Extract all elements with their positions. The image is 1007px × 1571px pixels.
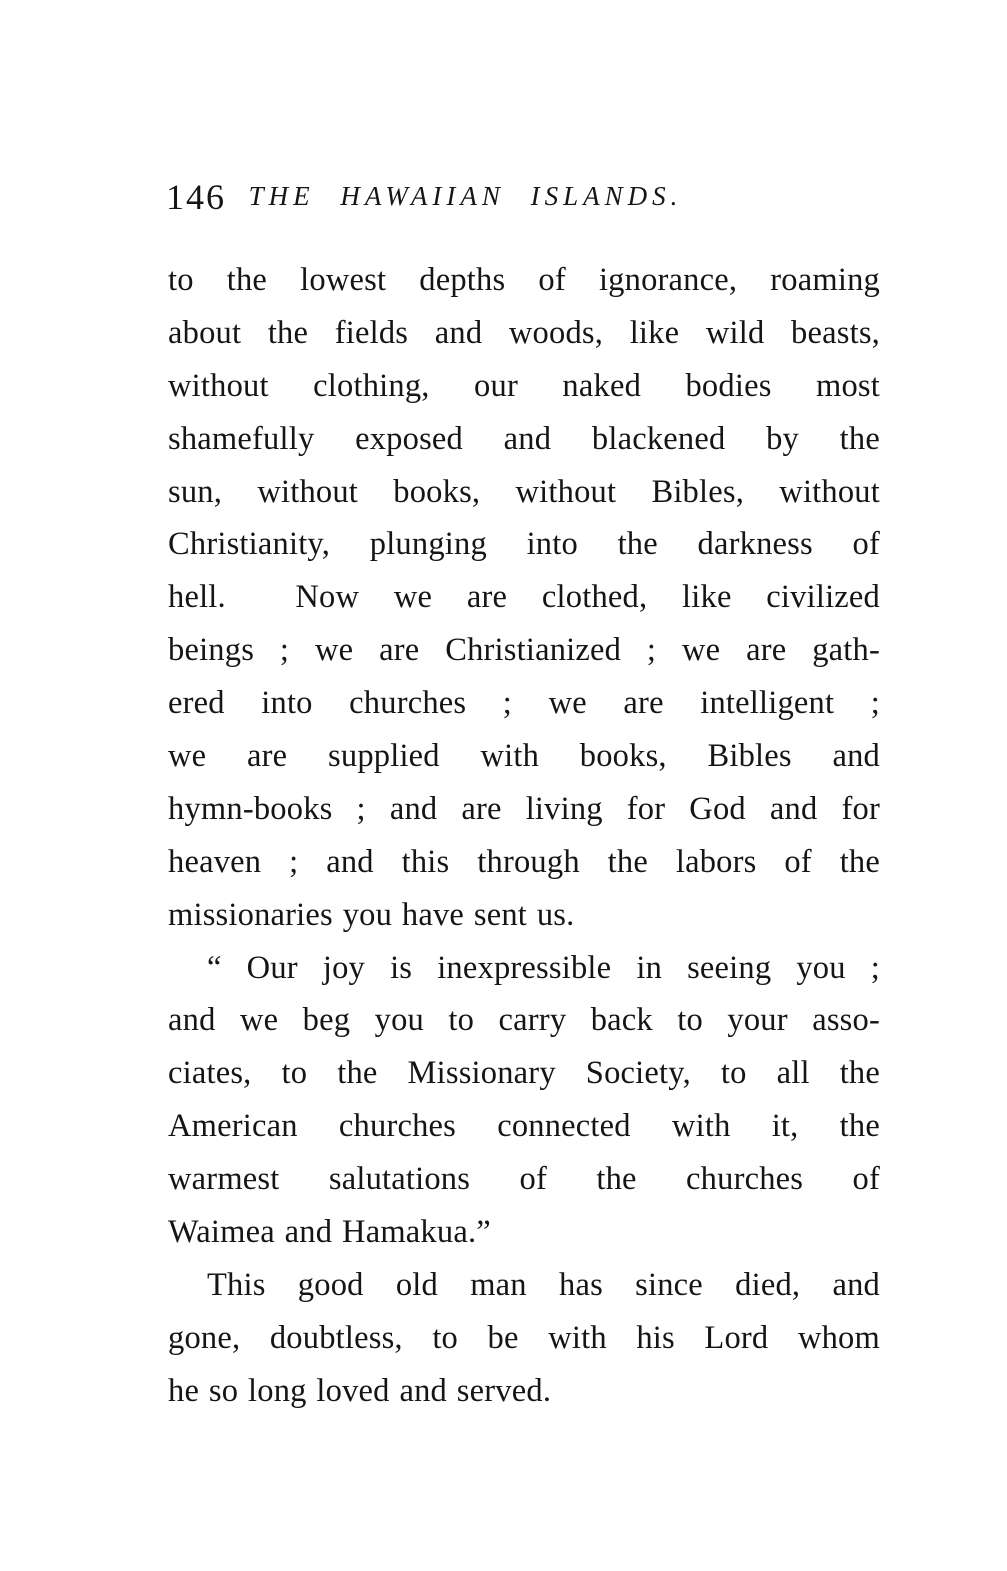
text-line-8: beings ; we are Christianized ; we are gath- [168, 632, 880, 669]
text-line-2: about the fields and woods, like wild beasts, [168, 314, 880, 351]
text-line-19: Waimea and Hamakua.” [168, 1214, 491, 1251]
running-title: THE HAWAIIAN ISLANDS. [248, 181, 683, 211]
text-line-14: “ Our joy is inexpressible in seeing you ; [207, 949, 880, 986]
text-line-15: and we beg you to carry back to your asso- [168, 1002, 880, 1039]
text-line-12: heaven ; and this through the labors of the [168, 843, 880, 880]
text-line-21: gone, doubtless, to be with his Lord whom [168, 1319, 880, 1356]
body-text [168, 254, 880, 1418]
text-line-3: without clothing, our naked bodies most [168, 367, 880, 404]
text-line-20: This good old man has since died, and [207, 1266, 880, 1303]
text-line-5: sun, without books, without Bibles, without [168, 473, 880, 510]
text-line-16: ciates, to the Missionary Society, to all the [168, 1055, 880, 1092]
text-line-1: to the lowest depths of ignorance, roaming [168, 262, 880, 298]
page-number: 146 [166, 177, 226, 217]
text-line-4: shamefully exposed and blackened by the [168, 420, 880, 457]
text-line-11: hymn-books ; and are living for God and for [168, 790, 880, 827]
text-line-18: warmest salutations of the churches of [168, 1161, 880, 1198]
text-line-6: Christianity, plunging into the darkness of [168, 526, 880, 563]
text-line-9: ered into churches ; we are intelligent ; [168, 685, 880, 722]
text-line-22: he so long loved and served. [168, 1372, 552, 1409]
text-line-10: we are supplied with books, Bibles and [168, 738, 880, 775]
page-header [0, 176, 1007, 220]
text-line-7: hell. Now we are clothed, like civilized [168, 579, 880, 616]
text-line-17: American churches connected with it, the [168, 1108, 880, 1145]
text-line-13: missionaries you have sent us. [168, 896, 575, 933]
